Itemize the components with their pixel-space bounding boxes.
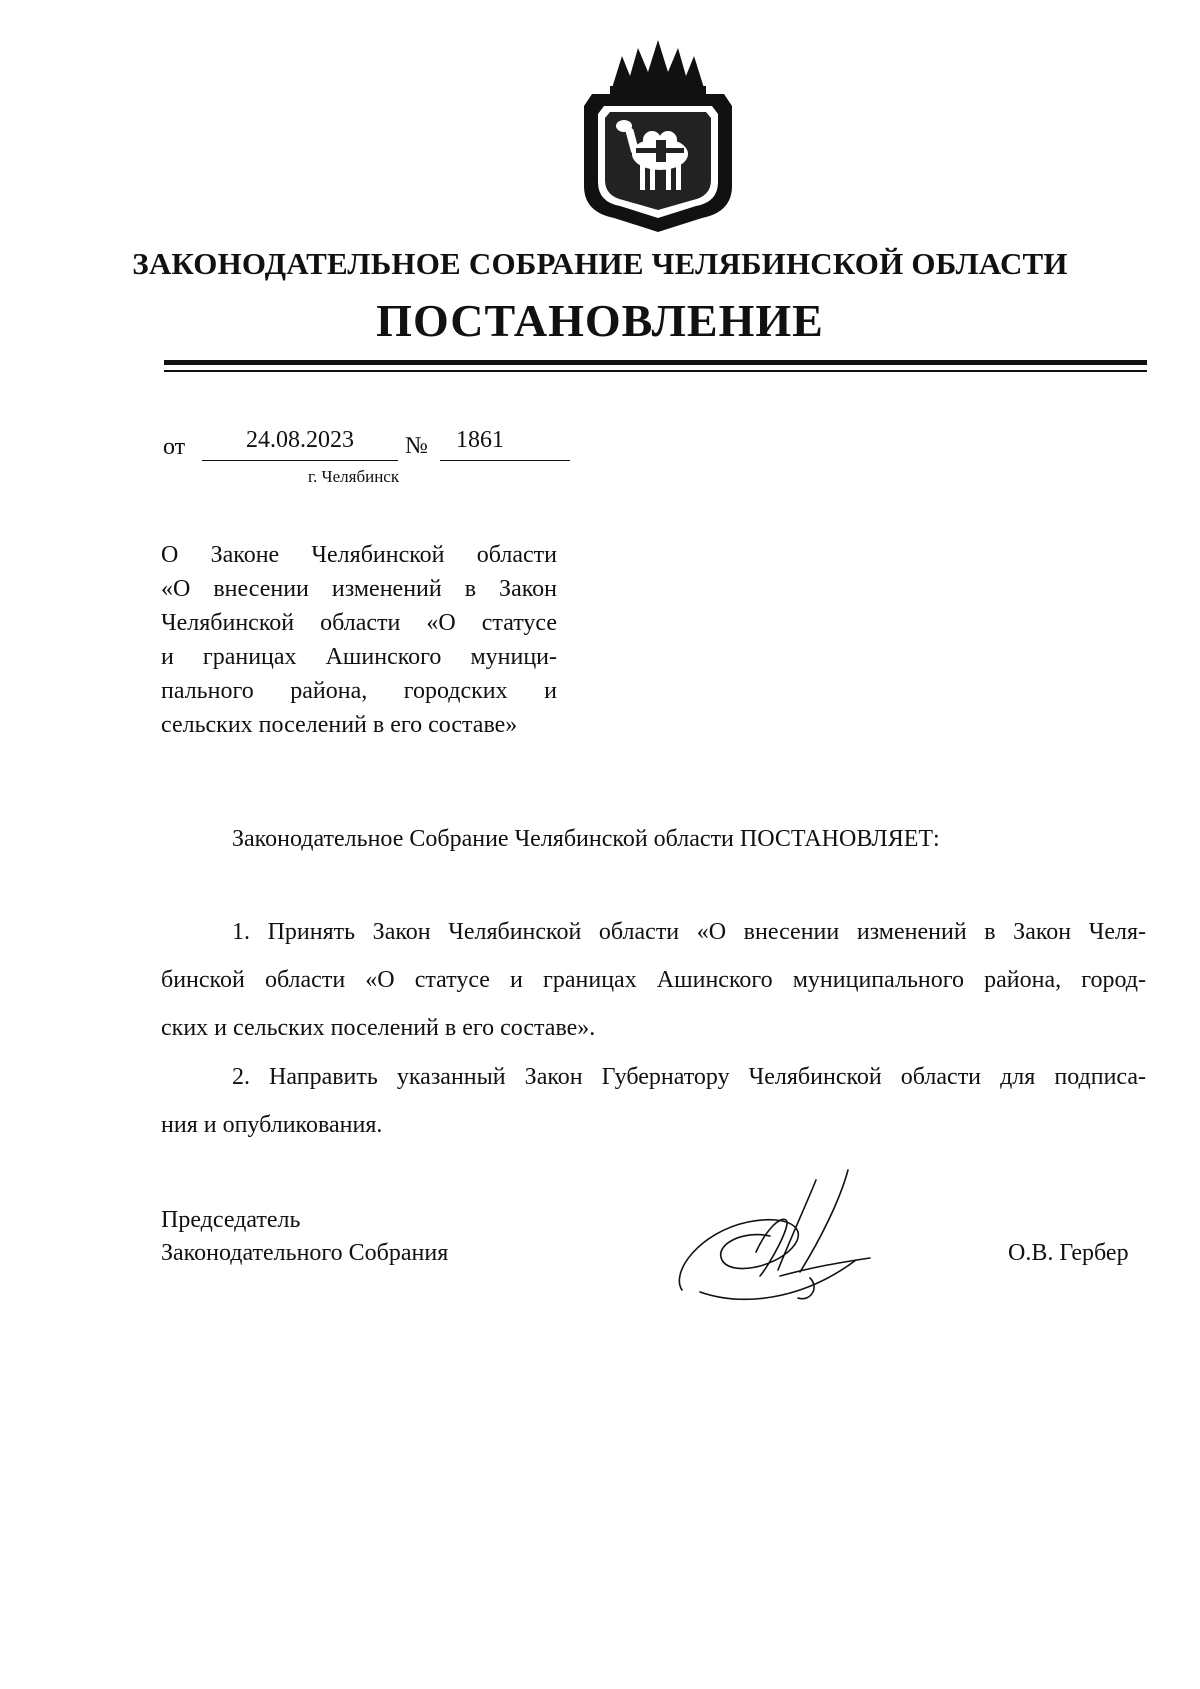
coat-of-arms-icon — [572, 36, 744, 236]
subject-line: Челябинской области «О статусе — [161, 610, 557, 636]
item-line: ских и сельских поселений в его составе». — [161, 1015, 596, 1041]
item-line: 2. Направить указанный Закон Губернатору Челябинской области для подписа- — [232, 1064, 1146, 1090]
subject-line: сельских поселений в его составе» — [161, 712, 518, 738]
subject-line: и границах Ашинского муници- — [161, 644, 557, 670]
subject-line: О Законе Челябинской области — [161, 542, 557, 568]
city-label: г. Челябинск — [308, 467, 400, 486]
resolution-item-1 — [161, 908, 1146, 1052]
signer-position-line-2: Законодательного Собрания — [161, 1240, 449, 1266]
item-line: ния и опубликования. — [161, 1112, 383, 1138]
item-line: 1. Принять Закон Челябинской области «О внесении изменений в Закон Челя- — [232, 919, 1146, 945]
header-rule-thick — [164, 360, 1147, 365]
item-line: бинской области «О статусе и границах Ашинского муниципального района, город- — [161, 967, 1146, 993]
organization-title: ЗАКОНОДАТЕЛЬНОЕ СОБРАНИЕ ЧЕЛЯБИНСКОЙ ОБЛАСТИ — [132, 246, 1068, 281]
document-date: 24.08.2023 — [246, 427, 354, 453]
header-rule-thin — [164, 370, 1147, 372]
document-subject — [161, 538, 557, 742]
document-number: 1861 — [456, 427, 504, 453]
number-label: № — [405, 433, 428, 459]
subject-line: пального района, городских и — [161, 678, 557, 704]
number-underline — [440, 460, 570, 461]
date-underline — [202, 460, 398, 461]
document-type-title: ПОСТАНОВЛЕНИЕ — [376, 295, 824, 346]
resolves-statement: Законодательное Собрание Челябинской области ПОСТАНОВЛЯЕТ: — [232, 826, 940, 852]
date-label: от — [163, 434, 186, 460]
signer-position-line-1: Председатель — [161, 1207, 301, 1233]
subject-line: «О внесении изменений в Закон — [161, 576, 557, 602]
resolution-item-2 — [161, 1053, 1146, 1149]
signature-icon — [660, 1160, 910, 1310]
signer-name: О.В. Гербер — [1008, 1240, 1129, 1266]
